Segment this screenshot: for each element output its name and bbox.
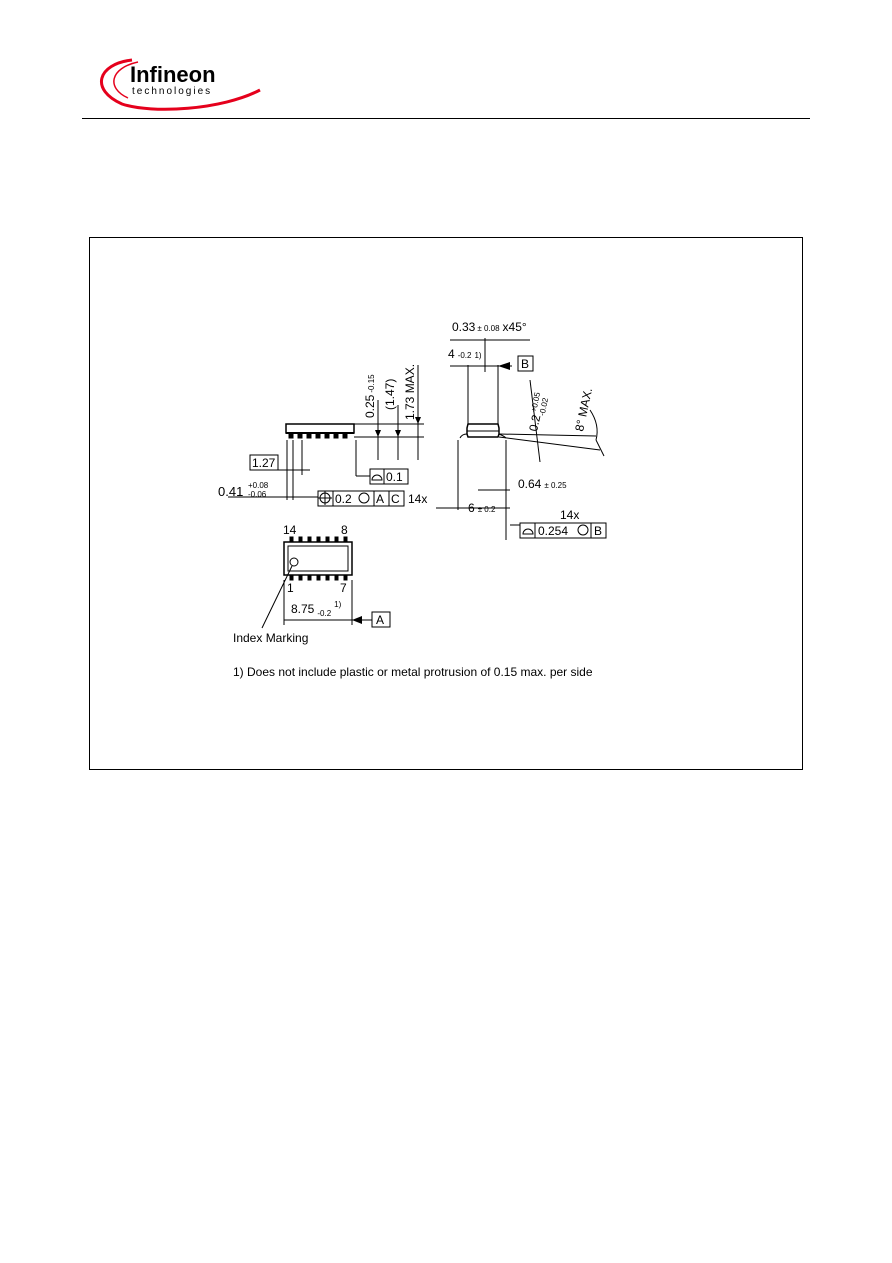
- datum-b-label: B: [521, 357, 530, 371]
- logo-brand-sub: technologies: [132, 86, 213, 97]
- chamfer-label: 0.33 ± 0.08 x45°: [452, 320, 527, 334]
- side-view-count: 14x: [408, 492, 428, 506]
- lead-width-main: 0.41: [218, 484, 244, 499]
- pin-7-label: 7: [340, 581, 347, 595]
- position-tolerance-datum-a: A: [376, 492, 385, 506]
- body-length-label: 8.75 $_{-0.2}^{1)}$: [291, 600, 342, 618]
- side-view-body: [286, 424, 354, 438]
- lead-width-minus: -0.06: [248, 490, 267, 499]
- foot-length-label: 0.64 ± 0.25: [518, 477, 567, 491]
- lead-thickness-label: $0.2^{+0.05}-0.02$: [526, 391, 551, 433]
- angle-max-label: 8° MAX.: [572, 386, 596, 433]
- lead-width-plus: +0.08: [248, 481, 269, 490]
- height-standoff-label: 0.25-0.15: [363, 374, 377, 418]
- height-max-label: 1.73 MAX.: [403, 363, 417, 420]
- top-view-datum-a: A: [376, 613, 385, 627]
- body-width-label: 4 -0.2 1): [448, 347, 482, 361]
- pitch-label: 1.27: [252, 456, 276, 470]
- position-tolerance-value: 0.2: [335, 492, 352, 506]
- pin-14-label: 14: [283, 523, 297, 537]
- index-marking-dot: [290, 558, 298, 566]
- overall-width-label: 6 ± 0.2: [468, 501, 496, 515]
- top-view-body: [284, 537, 352, 580]
- end-view-count: 14x: [560, 508, 580, 522]
- height-body-label: (1.47): [383, 378, 397, 410]
- index-marking-label: Index Marking: [233, 631, 309, 645]
- coplanarity-value: 0.1: [386, 470, 403, 484]
- profile-tolerance-datum: B: [594, 524, 603, 538]
- footnote: 1) Does not include plastic or metal protrusion of 0.15 max. per side: [233, 665, 593, 679]
- logo-brand-name: Infineon: [130, 62, 216, 87]
- pin-8-label: 8: [341, 523, 348, 537]
- pin-1-label: 1: [287, 581, 294, 595]
- profile-tolerance-value: 0.254: [538, 524, 569, 538]
- position-tolerance-datum-c: C: [391, 492, 400, 506]
